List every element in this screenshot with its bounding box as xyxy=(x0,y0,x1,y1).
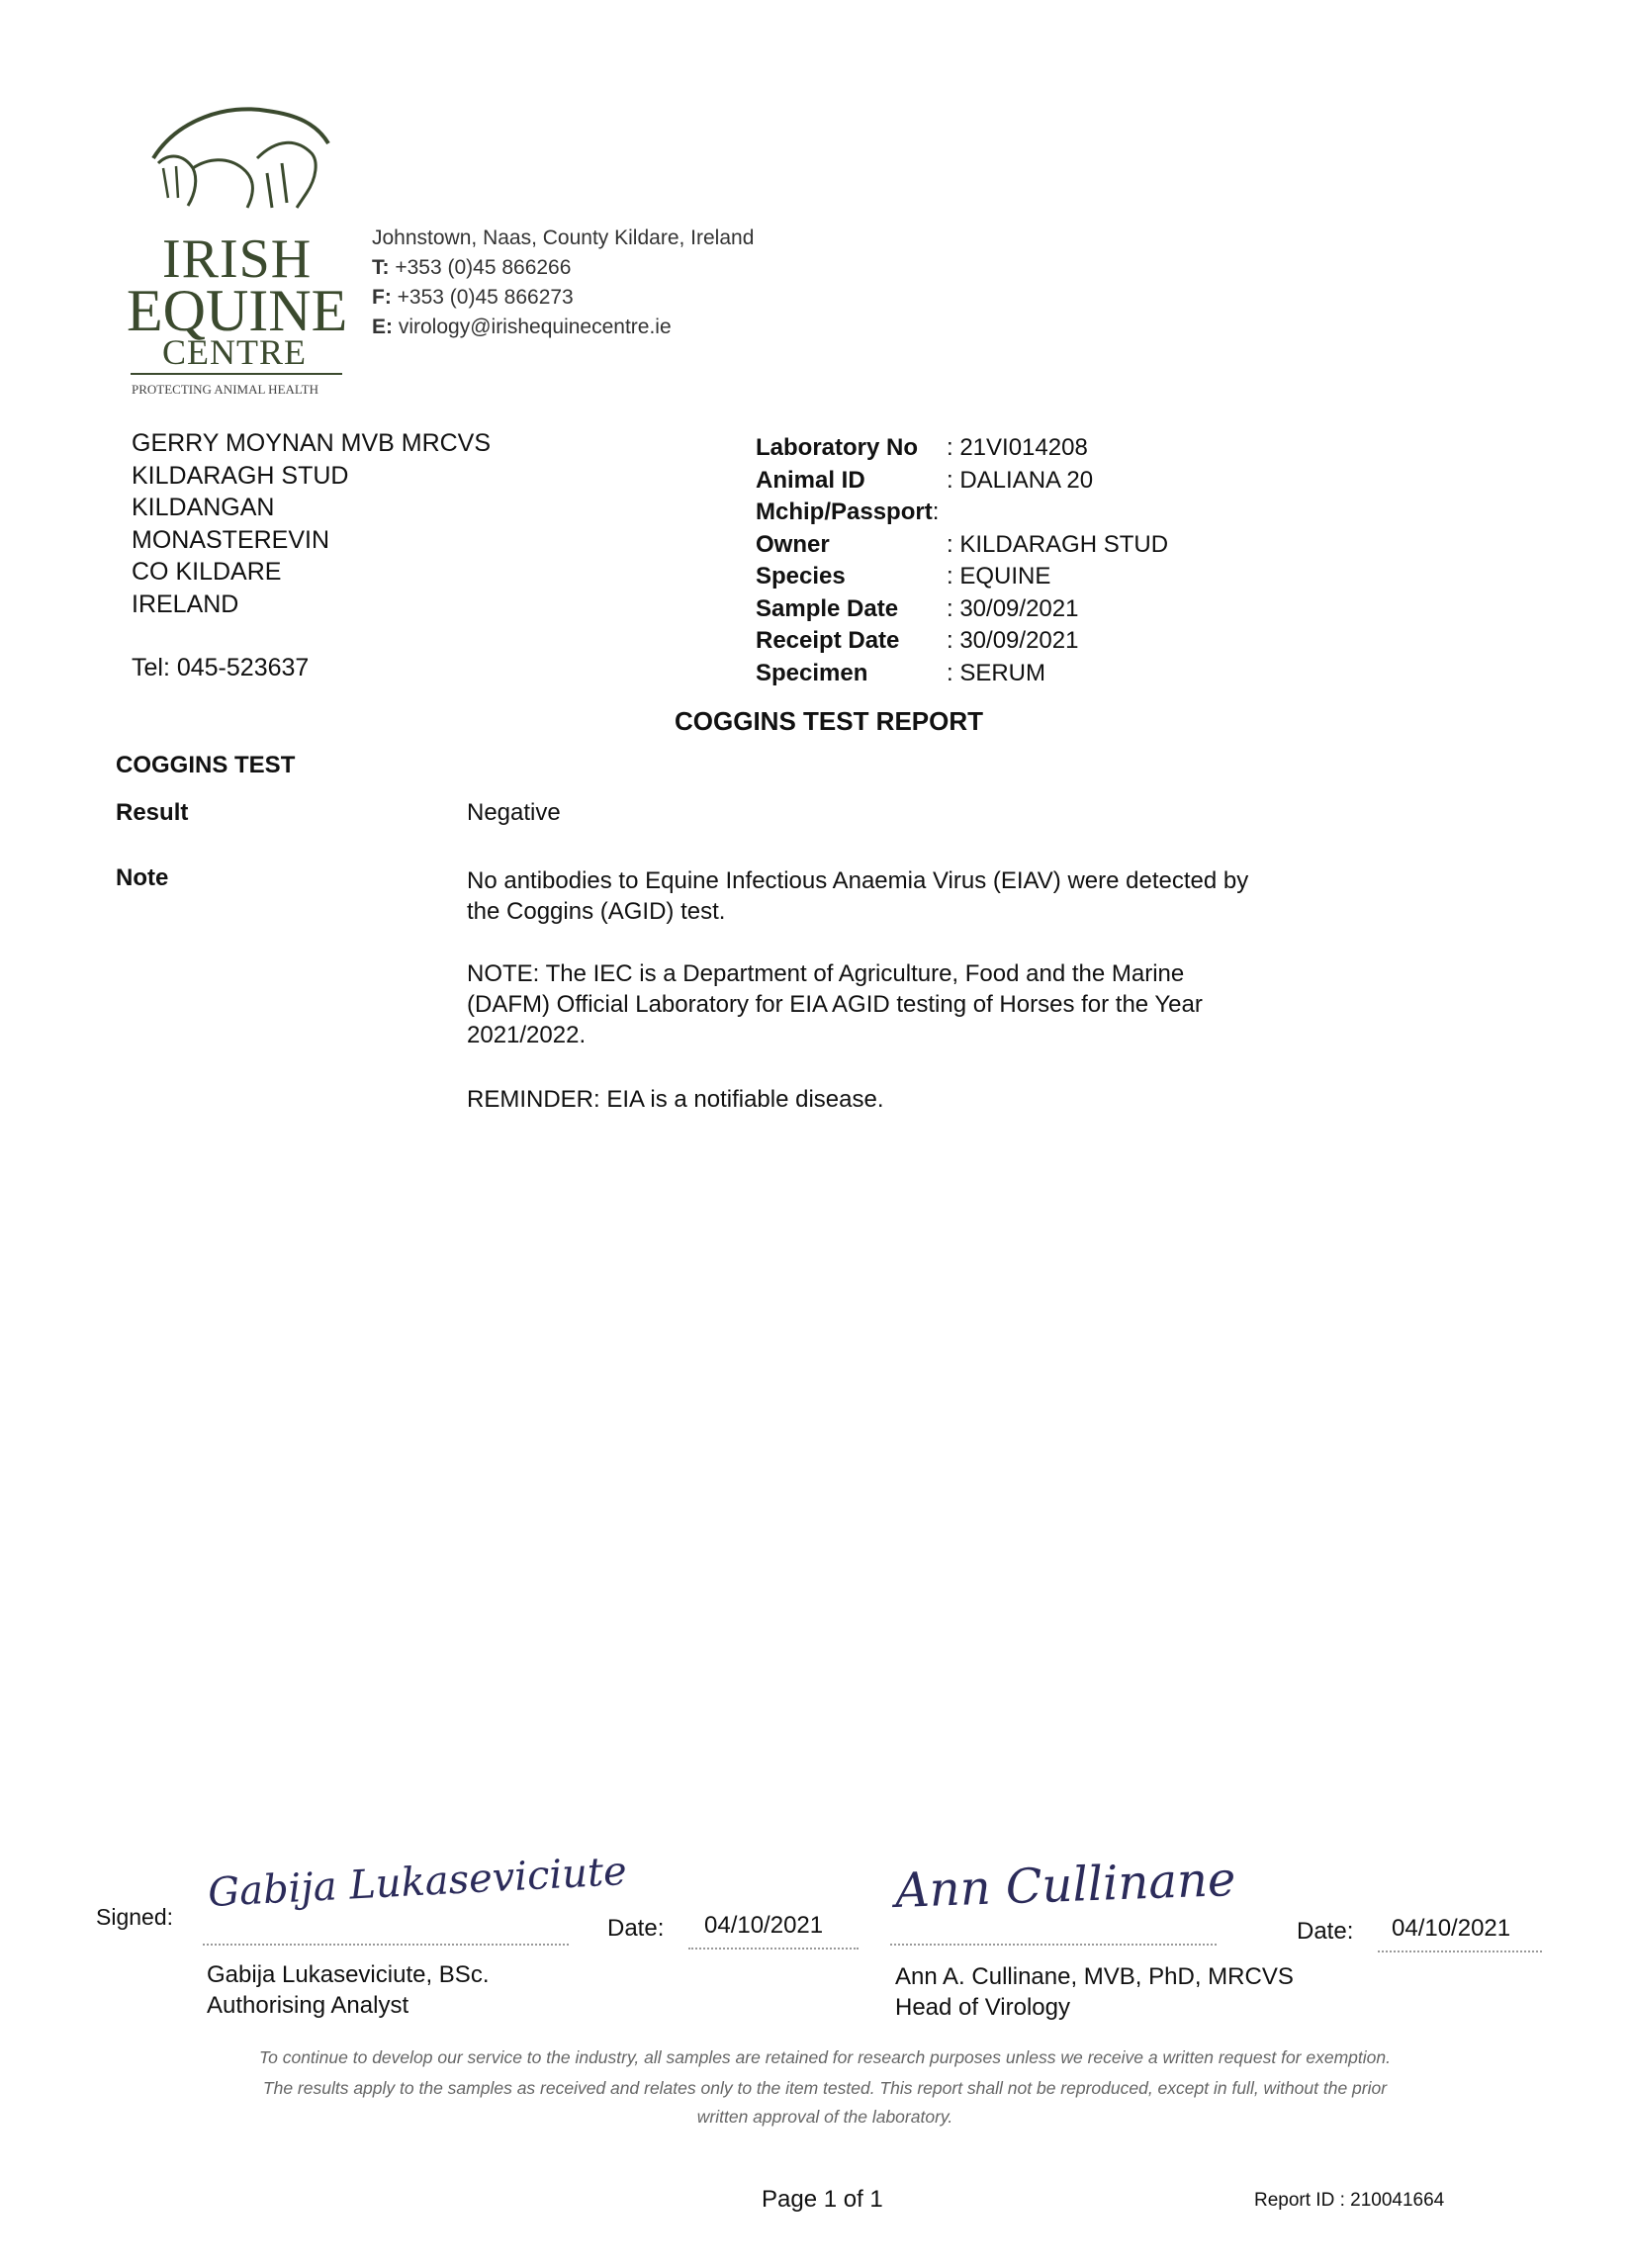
logo-centre: CENTRE xyxy=(162,332,307,372)
note-para2-line: NOTE: The IEC is a Department of Agriculture, Food and the Marine xyxy=(467,960,1185,987)
note-label: Note xyxy=(116,864,169,891)
note-para2-line: 2021/2022. xyxy=(467,1022,587,1048)
head-signature: Ann Cullinane xyxy=(894,1852,1237,1919)
analyst-date: 04/10/2021 xyxy=(704,1912,824,1939)
analyst-signature: Gabija Lukaseviciute xyxy=(207,1848,628,1917)
lab-info-label: Laboratory No xyxy=(756,434,919,461)
head-signature-line xyxy=(890,1944,1217,1946)
lab-info-value: : EQUINE xyxy=(947,563,1051,590)
lab-info-value: : KILDARAGH STUD xyxy=(947,530,1169,558)
signed-label: Signed: xyxy=(96,1904,174,1930)
lab-info-label: Owner xyxy=(756,530,830,558)
contact-phone: T: +353 (0)45 866266 xyxy=(372,256,572,279)
head-date: 04/10/2021 xyxy=(1392,1915,1511,1942)
head-date-label: Date: xyxy=(1297,1918,1354,1945)
report-title: COGGINS TEST REPORT xyxy=(675,706,984,736)
contact-block xyxy=(372,224,754,342)
disclaimer-line: The results apply to the samples as received and relates only to the item tested. This report shall not be reproduced, except in full, without the prior xyxy=(262,2078,1388,2098)
report-id: Report ID : 210041664 xyxy=(1254,2190,1445,2211)
note-para1-line: No antibodies to Equine Infectious Anaemia Virus (EIAV) were detected by xyxy=(467,867,1249,894)
contact-address: Johnstown, Naas, County Kildare, Ireland xyxy=(372,227,755,249)
recipient-tel: Tel: 045-523637 xyxy=(132,654,310,681)
note-para1-line: the Coggins (AGID) test. xyxy=(467,898,726,925)
test-heading: COGGINS TEST xyxy=(116,752,296,778)
lab-info-value: : 30/09/2021 xyxy=(947,594,1079,622)
analyst-date-label: Date: xyxy=(607,1915,665,1942)
analyst-role: Authorising Analyst xyxy=(207,1992,409,2019)
head-name: Ann A. Cullinane, MVB, PhD, MRCVS xyxy=(895,1963,1294,1990)
lab-info-label: Animal ID xyxy=(756,466,865,494)
lab-info-label: Mchip/Passport xyxy=(756,499,933,525)
result-value: Negative xyxy=(467,799,561,826)
recipient-line: MONASTEREVIN xyxy=(132,525,330,554)
page-number: Page 1 of 1 xyxy=(762,2186,883,2213)
lab-info-label: Sample Date xyxy=(756,594,899,622)
lab-info-value: : DALIANA 20 xyxy=(947,466,1094,494)
head-role: Head of Virology xyxy=(895,1994,1070,2021)
lab-info-label: Species xyxy=(756,563,846,590)
lab-info-label: Receipt Date xyxy=(756,627,900,654)
contact-fax: F: +353 (0)45 866273 xyxy=(372,286,574,309)
recipient-address xyxy=(132,427,491,684)
lab-info-label: Specimen xyxy=(756,659,868,686)
recipient-line: GERRY MOYNAN MVB MRCVS xyxy=(132,429,492,457)
lab-info-value: : xyxy=(932,499,940,525)
analyst-date-line xyxy=(688,1948,859,1950)
disclaimer-line: written approval of the laboratory. xyxy=(696,2107,953,2127)
recipient-line: CO KILDARE xyxy=(132,558,282,586)
analyst-signature-line xyxy=(203,1944,569,1946)
horse-logo-icon xyxy=(148,99,336,227)
result-label: Result xyxy=(116,799,189,826)
lab-info-value: : 21VI014208 xyxy=(947,434,1088,461)
recipient-line: KILDARAGH STUD xyxy=(132,461,349,490)
logo-tagline: PROTECTING ANIMAL HEALTH xyxy=(132,382,318,397)
note-reminder: REMINDER: EIA is a notifiable disease. xyxy=(467,1086,884,1113)
recipient-line: KILDANGAN xyxy=(132,494,275,521)
note-para2-line: (DAFM) Official Laboratory for EIA AGID testing of Horses for the Year xyxy=(467,991,1203,1018)
lab-info-value: : 30/09/2021 xyxy=(947,627,1079,654)
logo-rule xyxy=(131,373,342,375)
logo-equine: EQUINE xyxy=(127,278,348,343)
contact-email: E: virology@irishequinecentre.ie xyxy=(372,316,672,338)
recipient-line: IRELAND xyxy=(132,590,239,618)
lab-info-block xyxy=(756,432,1168,689)
analyst-name: Gabija Lukaseviciute, BSc. xyxy=(207,1961,490,1988)
logo-irish: IRISH xyxy=(162,228,313,290)
footer-disclaimer xyxy=(0,2042,1630,2130)
note-text xyxy=(467,865,1248,1115)
disclaimer-line: To continue to develop our service to the industry, all samples are retained for research purposes unless we receive a written request for exemption. xyxy=(259,2047,1391,2067)
head-date-line xyxy=(1378,1950,1542,1952)
lab-info-value: : SERUM xyxy=(947,659,1046,686)
